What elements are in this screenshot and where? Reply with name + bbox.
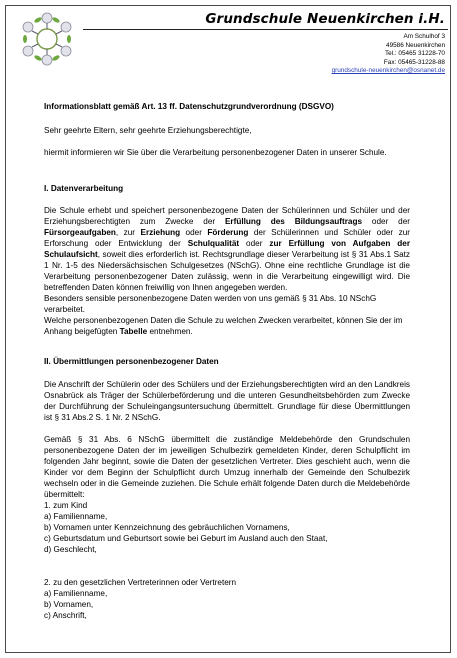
section-heading-uebermittlungen: II. Übermittlungen personenbezogener Daten [44, 357, 219, 366]
email-link[interactable]: grundschule-neuenkirchen@osnanet.de [331, 67, 445, 75]
document-title: Informationsblatt gemäß Art. 13 ff. Datenschutzgrundverordnung (DSGVO) [44, 102, 334, 111]
list-item: b) Vornamen unter Kennzeichnung des gebräuchlichen Vornamens, [44, 523, 290, 532]
list-item: a) Familienname, [44, 512, 108, 521]
header-rule [83, 29, 448, 30]
list-item: d) Geschlecht, [44, 545, 97, 554]
phone-line: Tel.: 05465 31228-70 [384, 50, 445, 58]
intro-paragraph: hiermit informieren wir Sie über die Verarbeitung personenbezogener Daten in unserer Schule. [44, 148, 387, 157]
school-name: Grundschule Neuenkirchen i.H. [205, 11, 445, 27]
paragraph: Welche personenbezogenen Daten die Schule zu welchen Zwecken verarbeitet, können Sie der im Anhang beigefügten Tabelle entnehmen. [44, 316, 403, 336]
list-item: 2. zu den gesetzlichen Vertreterinnen oder Vertretern [44, 578, 237, 587]
section2-paragraph-1: Die Anschrift der Schülerin oder des Schülers und der Erziehungsberechtigten wird an den Landkreis Osnabrück als Träger der Schülerbeförderung und die unteren Gesundheitsbehörden zum Zwecke der Durchführung der Schuleingangsuntersuchung übermittelt. Grundlage für diese Übermittlungen ist § 31 Abs.2 S. 1 Nr. 2 NSchG. [44, 380, 410, 422]
list-item: 1. zum Kind [44, 501, 88, 510]
section-heading-datenverarbeitung: I. Datenverarbeitung [44, 184, 124, 193]
salutation: Sehr geehrte Eltern, sehr geehrte Erziehungsberechtigte, [44, 126, 252, 135]
list-item: c) Anschrift, [44, 611, 87, 620]
fax-line: Fax: 05465-31228-88 [383, 58, 445, 66]
address-line: Am Schulhof 3 [403, 33, 445, 40]
list-item: a) Familienname, [44, 589, 108, 598]
paragraph: Besonders sensible personenbezogene Daten werden von uns gemäß § 31 Abs. 10 NSchG verarbeitet. [44, 294, 377, 314]
list-item: b) Vornamen, [44, 600, 94, 609]
school-address [332, 33, 445, 76]
section1-body [44, 205, 410, 337]
paragraph: Die Schule erhebt und speichert personenbezogene Daten der Schülerinnen und Schüler und der Erziehungsberechtigten zum Zwecke der Erfüllung des Bildungsauftrags oder der Fürsorgeaufgaben, zur Erziehung oder Förderung der Schülerinnen und Schüler oder zur Erforschung oder Entwicklung der Schulqualität oder zur Erfüllung von Aufgaben der Schulaufsicht, soweit dies erforderlich ist. Rechtsgrundlage dieser Verarbeitung ist § 31 Abs.1 Satz 1 Nr. 1-5 des Niedersächsischen Schulgesetzes (NSchG). Ohne eine rechtliche Grundlage ist die Verarbeitung personenbezogener Daten zulässig, wenn in die Verarbeitung eingewilligt wird. Die betreffenden Daten können freiwillig von Ihnen angegeben werden. [44, 206, 411, 292]
guardian-data-list [44, 577, 410, 621]
school-logo [18, 10, 76, 68]
list-item: c) Geburtsdatum und Geburtsort sowie bei Geburt im Ausland auch den Staat, [44, 534, 328, 543]
section2-paragraph-2: Gemäß § 31 Abs. 6 NSchG übermittelt die zuständige Meldebehörde den Grundschulen personenbezogene Daten der im jeweiligen Schulbezirk gemeldeten Kinder, deren Schulpflicht im folgenden Jahr beginnt, sowie die Daten der gesetzlichen Vertreter. Dies geschieht auch, wenn die Kinder vor dem Beginn der Schulpflicht durch Umzug innerhalb der Gemeinde den Schulbezirk wechseln oder in die Gemeinde zuziehen. Die Schule erhält folgende Daten durch die Meldebehörde übermittelt: 1. zum Kind a) Familienname, b) Vornamen unter Kennzeichnung des gebräuchlichen Vornamens, c) Geburtsdatum und Geburtsort sowie bei Geburt im Ausland auch den Staat, d) Geschlecht, [44, 435, 410, 554]
address-line: 49586 Neuenkirchen [386, 41, 445, 49]
